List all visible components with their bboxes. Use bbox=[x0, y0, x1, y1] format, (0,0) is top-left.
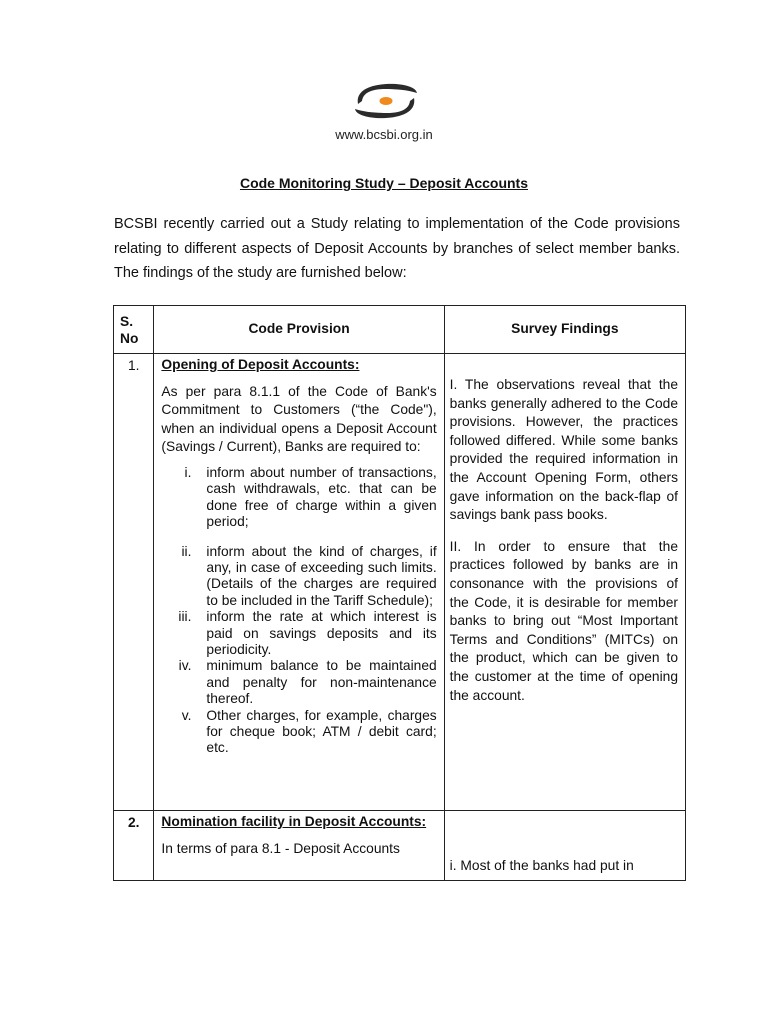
list-item-number: i. bbox=[184, 464, 192, 480]
bcsbi-logo bbox=[352, 80, 420, 122]
list-item-number: iii. bbox=[178, 609, 192, 625]
list-item bbox=[161, 708, 436, 757]
header-sno: S. No bbox=[114, 306, 154, 354]
header-code-provision: Code Provision bbox=[154, 306, 444, 354]
table-header-row bbox=[114, 306, 686, 354]
list-item bbox=[161, 544, 436, 610]
finding-paragraph: II. In order to ensure that the practices followed by banks are in consonance with the provisions of the Code, it is desirable for member banks to bring out “Most Important Terms and Conditions” (MITCs) on the product, which can be given to the customer at the time of opening the account. bbox=[449, 538, 678, 703]
table-row bbox=[114, 811, 686, 881]
logo-center-dot bbox=[380, 97, 393, 105]
list-item-text: inform about the kind of charges, if any, in case of exceeding such limits. (Details of the charges are required to be included in the Tariff Schedule); bbox=[206, 543, 437, 608]
intro-paragraph: BCSBI recently carried out a Study relating to implementation of the Code provisions relating to different aspects of Deposit Accounts by branches of select member banks. The findings of the study are furnished below: bbox=[114, 216, 680, 281]
row-code-provision bbox=[154, 354, 444, 811]
list-item bbox=[161, 465, 436, 531]
list-item bbox=[161, 609, 436, 658]
row-heading: Nomination facility in Deposit Accounts: bbox=[161, 814, 427, 829]
list-item-number: ii. bbox=[181, 543, 192, 559]
requirements-list bbox=[161, 465, 436, 757]
list-item-text: Other charges, for example, charges for cheque book; ATM / debit card; etc. bbox=[206, 707, 437, 756]
list-item-text: minimum balance to be maintained and penalty for non-maintenance thereof. bbox=[206, 658, 437, 707]
finding-paragraph: I. The observations reveal that the banks generally adhered to the Code provisions. However, the practices followed differed. While some banks provided the required information in the Account Opening Form, others gave information on the back-flap of savings bank pass books. bbox=[449, 377, 678, 523]
table-row bbox=[114, 354, 686, 811]
row-sno: 1. bbox=[114, 354, 154, 811]
row-code-provision bbox=[154, 811, 444, 881]
list-item-number: iv. bbox=[178, 658, 192, 674]
findings-table bbox=[113, 305, 686, 881]
list-item-number: v. bbox=[181, 707, 192, 723]
row-heading: Opening of Deposit Accounts: bbox=[161, 357, 360, 372]
row-survey-findings bbox=[444, 354, 685, 811]
row-paragraph: In terms of para 8.1 - Deposit Accounts bbox=[161, 840, 400, 856]
row-sno: 2. bbox=[114, 811, 154, 881]
list-item-text: inform about number of transactions, cash withdrawals, etc. that can be done free of charge within a given period; bbox=[206, 464, 437, 530]
row-paragraph: As per para 8.1.1 of the Code of Bank's Commitment to Customers (“the Code"), when an individual opens a Deposit Account (Savings / Current), Banks are required to: bbox=[161, 383, 437, 455]
row-survey-findings bbox=[444, 811, 685, 881]
finding-paragraph: i. Most of the banks had put in bbox=[449, 858, 634, 873]
list-item bbox=[161, 658, 436, 707]
header-survey-findings: Survey Findings bbox=[444, 306, 685, 354]
list-item-text: inform the rate at which interest is paid on savings deposits and its periodicity. bbox=[206, 609, 437, 658]
website-url[interactable]: www.bcsbi.org.in bbox=[335, 127, 433, 142]
document-title: Code Monitoring Study – Deposit Accounts bbox=[239, 175, 529, 191]
